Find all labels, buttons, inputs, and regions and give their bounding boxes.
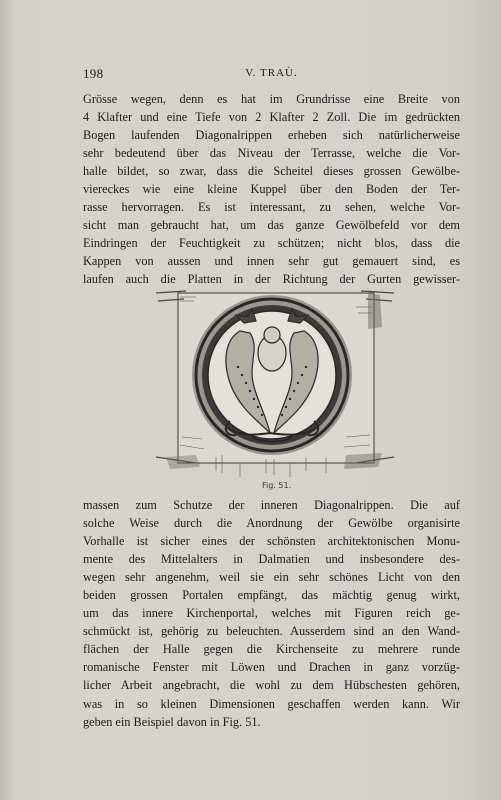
- text-line: sicht man gebraucht hat, um das ganze Gewölbefeld vor dem: [83, 218, 460, 233]
- text-line: Eindringen der Feuchtigkeit zu schützen; nicht blos, dass die: [83, 236, 460, 251]
- text-line: um das innere Kirchenportal, welches mit Figuren reich ge-: [83, 606, 460, 621]
- paragraph-2: [83, 496, 460, 731]
- running-title: V. TRAÙ.: [245, 67, 298, 79]
- text-line: sehr bedeutend über das Niveau der Terrasse, welche die Vor-: [83, 146, 460, 161]
- text-line: 4 Klafter und eine Tiefe von 2 Klafter 2 Zoll. Die im gedrückten: [83, 110, 460, 125]
- text-line: rasse hervorragen. Es ist interessant, zu sehen, welche Vor-: [83, 200, 460, 215]
- text-line: schmückt ist, gehörig zu beleuchten. Ausserdem sind an den Wand-: [83, 624, 460, 639]
- text-line: mente des Mittelalters in Dalmatien und insbesondere des-: [83, 552, 460, 567]
- text-line: licher Arbeit angebracht, die wohl zu dem Hübschesten gehören,: [83, 678, 460, 693]
- text-line: laufen auch die Platten in der Richtung der Gurten gewisser-: [83, 272, 460, 287]
- text-line: solche Weise durch die Anordnung der Gewölbe organisirte: [83, 516, 460, 531]
- text-line: romanische Fenster mit Löwen und Drachen in ganz vorzüg-: [83, 660, 460, 675]
- text-line: Kappen von aussen und innen sehr gut gemauert sind, es: [83, 254, 460, 269]
- figure-51-illustration: [156, 287, 394, 479]
- text-line: viereckes wie eine kleine Kuppel über den Boden der Ter-: [83, 182, 460, 197]
- text-line: Vorhalle ist sicher eines der schönsten architektonischen Monu-: [83, 534, 460, 549]
- text-line: flächen der Halle gegen die Kirchenseite zu mehrere runde: [83, 642, 460, 657]
- text-line: was in so kleinen Dimensionen geschaffen werden kann. Wir: [83, 696, 460, 711]
- text-line: geben ein Beispiel davon in Fig. 51.: [83, 714, 261, 729]
- round-window: [192, 295, 352, 455]
- text-line: halle bildet, so zwar, dass die Scheitel dieses grossen Gewölbe-: [83, 164, 460, 179]
- paragraph-1: [83, 90, 460, 289]
- text-line: wegen sehr angenehm, weil sie ein sehr schönes Licht von den: [83, 570, 460, 585]
- figure-caption: Fig. 51.: [262, 481, 292, 490]
- text-line: Bogen laufenden Diagonalrippen erheben sich natürlicherweise: [83, 128, 460, 143]
- text-line: massen zum Schutze der inneren Diagonalrippen. Die auf: [83, 498, 460, 512]
- rose-window-engraving: [156, 287, 394, 479]
- text-line: beiden grossen Portalen empfängt, das mächtig genug wirkt,: [83, 588, 460, 603]
- page-header: [83, 66, 460, 82]
- text-line: Grösse wegen, denn es hat im Grundrisse eine Breite von: [83, 92, 460, 106]
- page-number: 198: [83, 66, 104, 81]
